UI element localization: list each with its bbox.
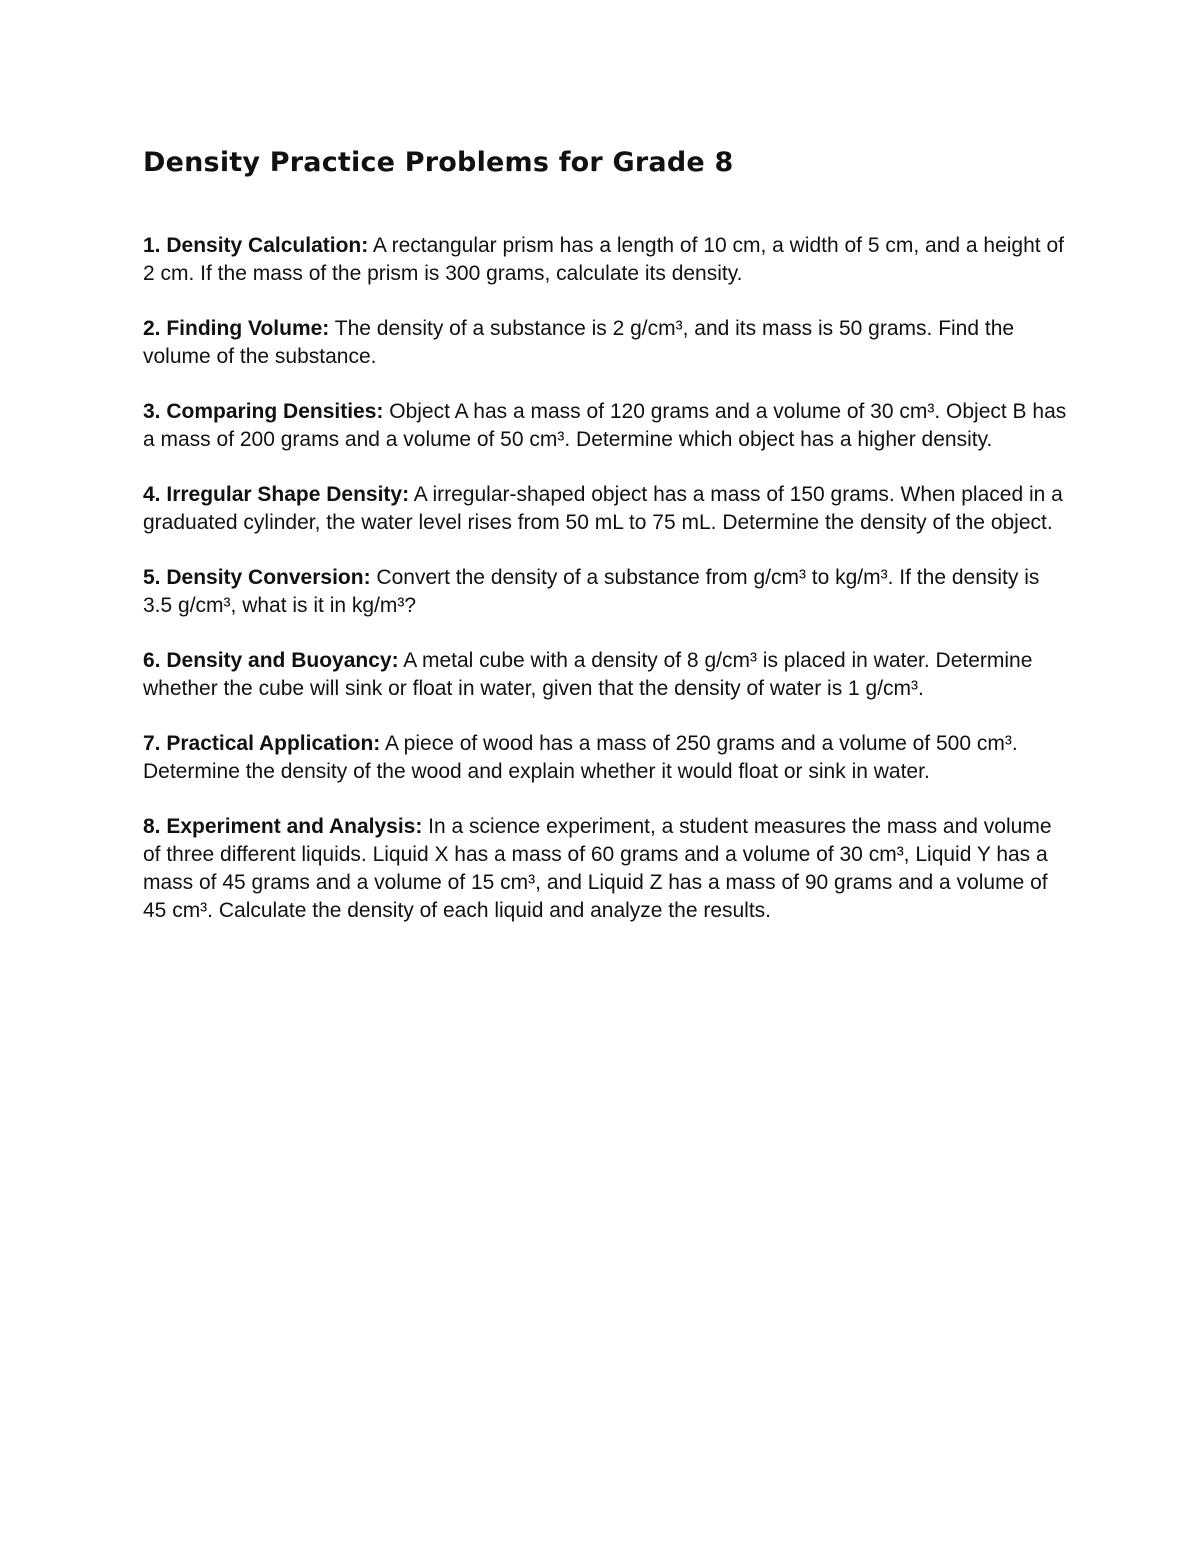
- problem-item-1: [143, 232, 1068, 288]
- problem-text: A metal cube with a density of 8 g/cm³ is placed in water. Determine whether the cube will sink or float in water, given that the density of water is 1 g/cm³.: [143, 649, 1033, 700]
- problem-text: A rectangular prism has a length of 10 cm, a width of 5 cm, and a height of 2 cm. If the mass of the prism is 300 grams, calculate its density.: [143, 234, 1064, 285]
- problem-number: 5.: [143, 566, 161, 589]
- document-title: Density Practice Problems for Grade 8: [143, 147, 734, 178]
- problem-text: A irregular-shaped object has a mass of 150 grams. When placed in a graduated cylinder, the water level rises from 50 mL to 75 mL. Determine the density of the object.: [143, 483, 1063, 534]
- problem-text: In a science experiment, a student measures the mass and volume of three different liquids. Liquid X has a mass of 60 grams and a volume of 30 cm³, Liquid Y has a mass of 45 grams and a volume of 15 cm³, and Liquid Z has a mass of 90 grams and a volume of 45 cm³. Calculate the density of each liquid and analyze the results.: [143, 815, 1052, 922]
- problem-item-4: [143, 481, 1068, 537]
- problem-item-6: [143, 647, 1068, 703]
- problem-label: Comparing Densities:: [166, 400, 384, 423]
- problem-label: Practical Application:: [166, 732, 381, 755]
- problem-number: 3.: [143, 400, 161, 423]
- problem-text: The density of a substance is 2 g/cm³, and its mass is 50 grams. Find the volume of the substance.: [143, 317, 1015, 368]
- problem-label: Density Conversion:: [166, 566, 371, 589]
- problem-label: Finding Volume:: [166, 317, 330, 340]
- problem-number: 1.: [143, 234, 161, 257]
- problem-item-3: [143, 398, 1068, 454]
- problem-list: [143, 232, 1068, 952]
- problem-number: 6.: [143, 649, 161, 672]
- problem-item-8: [143, 813, 1068, 925]
- problem-number: 7.: [143, 732, 161, 755]
- problem-number: 4.: [143, 483, 161, 506]
- problem-number: 2.: [143, 317, 161, 340]
- problem-label: Irregular Shape Density:: [166, 483, 410, 506]
- problem-text: Convert the density of a substance from g/cm³ to kg/m³. If the density is 3.5 g/cm³, what is it in kg/m³?: [143, 566, 1040, 617]
- problem-text: A piece of wood has a mass of 250 grams and a volume of 500 cm³. Determine the density of the wood and explain whether it would float or sink in water.: [143, 732, 1018, 783]
- problem-label: Density and Buoyancy:: [166, 649, 399, 672]
- problem-item-7: [143, 730, 1068, 786]
- problem-item-2: [143, 315, 1068, 371]
- problem-item-5: [143, 564, 1068, 620]
- problem-text: Object A has a mass of 120 grams and a volume of 30 cm³. Object B has a mass of 200 grams and a volume of 50 cm³. Determine which object has a higher density.: [143, 400, 1067, 451]
- problem-label: Density Calculation:: [166, 234, 369, 257]
- problem-label: Experiment and Analysis:: [166, 815, 423, 838]
- problem-number: 8.: [143, 815, 161, 838]
